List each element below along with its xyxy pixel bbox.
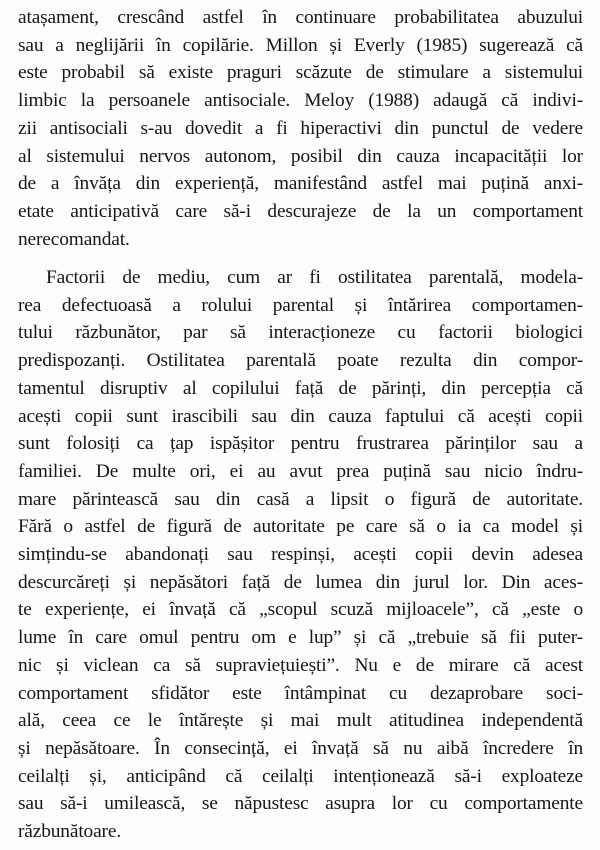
text-line: acești copii sunt irascibili sau din cauza faptului că acești copii	[18, 405, 583, 427]
text-line: lume în care omul pentru om e lup” și că „trebuie să fii puter-	[18, 627, 583, 649]
text-line: nic și viclean ca să supraviețuiești”. Nu e de mirare că acest	[18, 654, 583, 676]
text-line: limbic la persoanele antisociale. Meloy (1988) adaugă că indivi-	[18, 90, 583, 112]
text-line: Fără o astfel de figură de autoritate pe care să o ia ca model și	[18, 516, 583, 538]
text-line: nerecomandat.	[18, 228, 130, 250]
text-line: tului răzbunător, par să interacționeze cu factorii biologici	[18, 322, 583, 344]
text-line: este probabil să existe praguri scăzute de stimulare a sistemului	[18, 62, 583, 84]
text-line: ceilalți și, anticipând că ceilalți intenționează să-i exploateze	[18, 765, 583, 787]
text-line: familiei. De multe ori, ei au avut prea puțină sau nicio îndru-	[18, 460, 583, 482]
text-line: descurcăreți și nepăsători față de lumea din jurul lor. Din aces-	[18, 571, 583, 593]
text-line: simțindu-se abandonați sau respinși, acești copii devin adesea	[18, 544, 583, 566]
text-line: etate anticipativă care să-i descurajeze de la un comportament	[18, 200, 583, 222]
paragraph-1	[18, 4, 583, 253]
text-line: te experiențe, ei învață că „scopul scuză mijloacele”, că „este o	[18, 599, 583, 621]
text-line: zii antisociali s-au dovedit a fi hiperactivi din punctul de vedere	[18, 117, 583, 139]
text-line: Factorii de mediu, cum ar fi ostilitatea parentală, modela-	[46, 267, 583, 288]
text-line: predispozanți. Ostilitatea parentală poate rezulta din compor-	[18, 350, 583, 372]
text-line: mare părintească sau din casă a lipsit o figură de autoritate.	[18, 488, 583, 510]
text-line: tamentul disruptiv al copilului față de părinți, din percepția că	[18, 377, 583, 399]
paragraph-2	[18, 264, 583, 846]
text-line: sunt folosiți ca țap ispășitor pentru frustrarea părinților sau a	[18, 433, 583, 455]
text-line: ală, ceea ce le întărește și mai mult atitudinea independentă	[18, 710, 583, 732]
text-line: atașament, crescând astfel în continuare probabilitatea abuzului	[18, 7, 583, 28]
text-line: sau să-i umilească, se năpustesc asupra lor cu comportamente	[18, 793, 583, 815]
text-line: sau a neglijării în copilărie. Millon și Everly (1985) sugerează că	[18, 34, 583, 56]
text-line: rea defectuoasă a rolului parental și întărirea comportamen-	[18, 294, 583, 316]
text-line: al sistemului nervos autonom, posibil din cauza incapacității lor	[18, 145, 583, 167]
text-line: comportament sfidător este întâmpinat cu dezaprobare soci-	[18, 682, 583, 704]
text-line: de a învăța din experiență, manifestând astfel mai puțină anxi-	[18, 173, 583, 195]
text-line: și nepăsătoare. În consecință, ei învață să nu aibă încredere în	[18, 737, 583, 759]
text-line: răzbunătoare.	[18, 821, 122, 843]
